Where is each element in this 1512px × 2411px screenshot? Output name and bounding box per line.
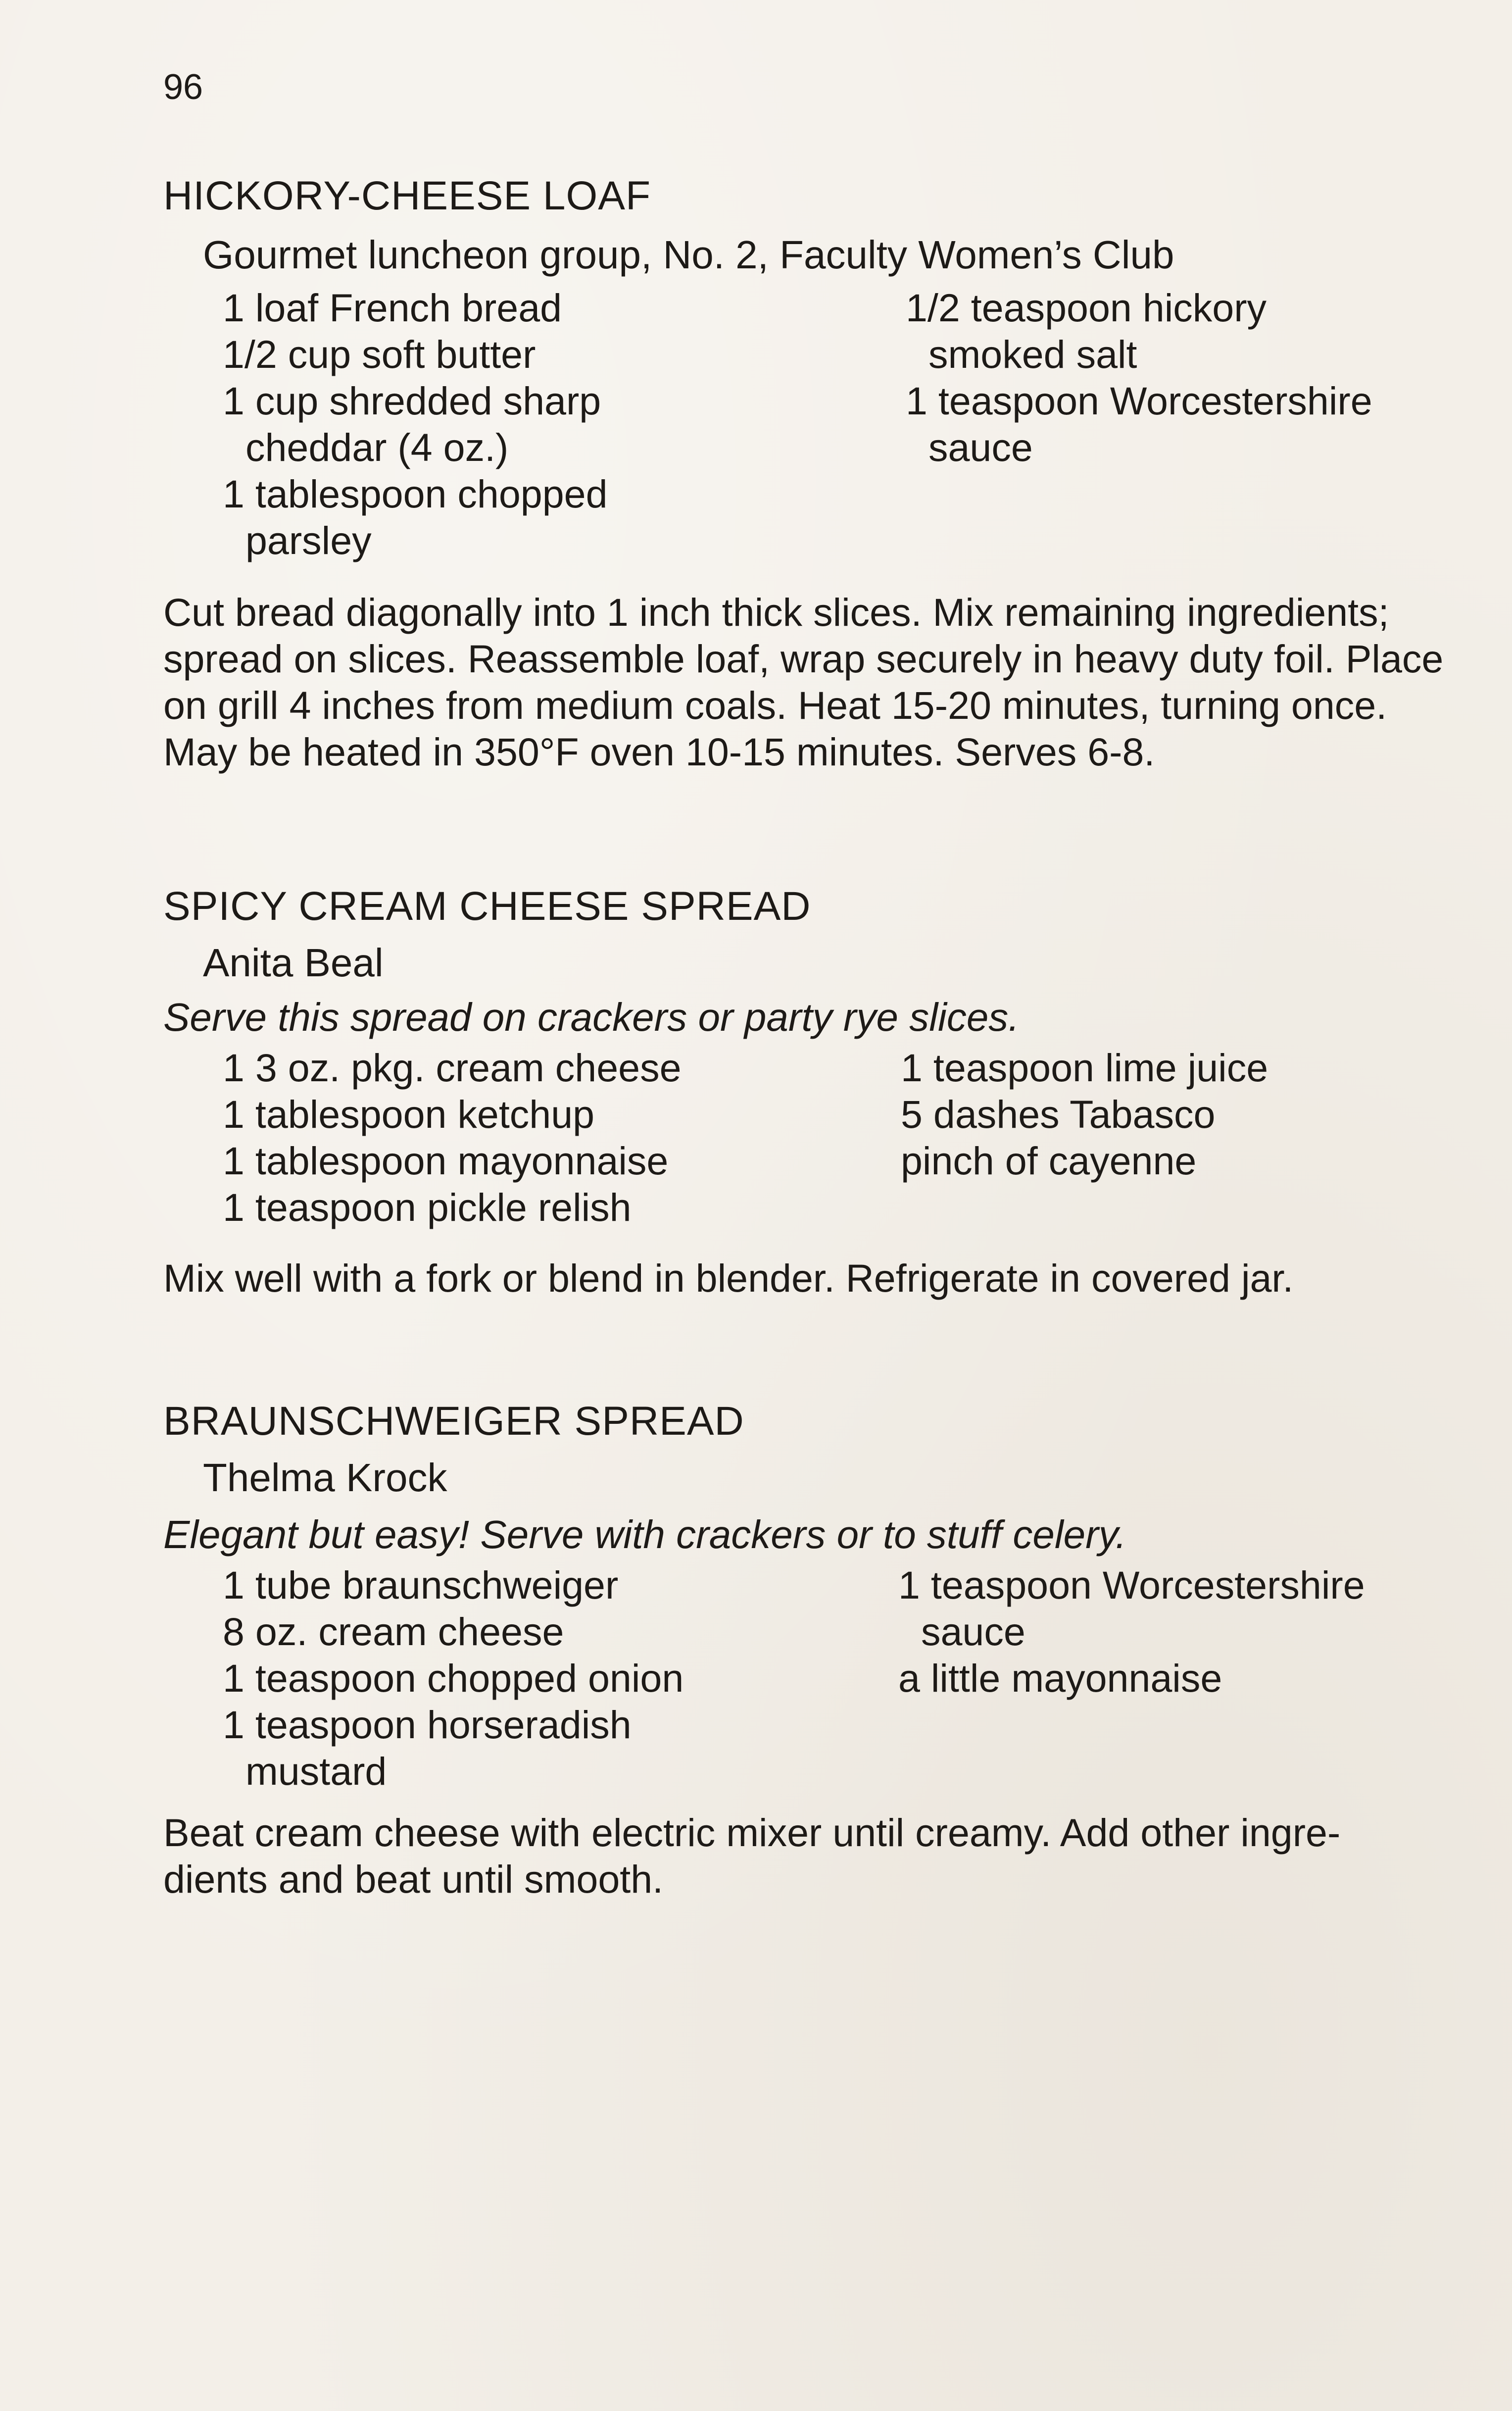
ingredient: 1 cup shredded sharp cheddar (4 oz.): [223, 379, 601, 469]
ingredient: 1 tablespoon chopped parsley: [223, 472, 608, 562]
directions-line: Beat cream cheese with electric mixer until creamy. Add other ingre-: [163, 1810, 1341, 1855]
ingredient: 1/2 cup soft butter: [223, 332, 536, 376]
ingredient: 8 oz. cream cheese: [223, 1609, 564, 1654]
ingredient: 1 loaf French bread: [223, 286, 562, 330]
recipe-title-hickory-cheese-loaf: HICKORY-CHEESE LOAF: [163, 173, 651, 218]
recipe-author: Thelma Krock: [203, 1456, 447, 1500]
directions-line: spread on slices. Reassemble loaf, wrap securely in heavy duty foil. Place: [163, 637, 1444, 681]
ingredient: 1/2 teaspoon hickory smoked salt: [906, 286, 1267, 376]
ingredients-right-column: [906, 285, 1372, 471]
ingredients-right-column: [898, 1562, 1365, 1702]
ingredient: 1 teaspoon pickle relish: [223, 1185, 632, 1229]
directions-line: Mix well with a fork or blend in blender. Refrigerate in covered jar.: [163, 1256, 1294, 1300]
ingredient: 1 tube braunschweiger: [223, 1563, 619, 1607]
recipe-author: Gourmet luncheon group, No. 2, Faculty Women’s Club: [203, 233, 1174, 277]
ingredient: 1 tablespoon mayonnaise: [223, 1139, 669, 1183]
ingredient: 1 teaspoon Worcestershire sauce: [898, 1563, 1365, 1654]
ingredients-left-column: [223, 1562, 683, 1795]
page-number: 96: [163, 67, 203, 107]
ingredient: 1 teaspoon Worcestershire sauce: [906, 379, 1372, 469]
recipe-intro: Elegant but easy! Serve with crackers or to stuff celery.: [163, 1512, 1127, 1557]
ingredient: 1 teaspoon horseradish mustard: [223, 1703, 632, 1793]
recipe-author: Anita Beal: [203, 941, 384, 985]
ingredients-left-column: [223, 285, 608, 564]
directions-line: Cut bread diagonally into 1 inch thick slices. Mix remaining ingredients;: [163, 590, 1389, 634]
ingredient: 5 dashes Tabasco: [901, 1092, 1216, 1136]
recipe-directions: [163, 1809, 1500, 1903]
ingredient: 1 teaspoon lime juice: [901, 1046, 1268, 1090]
recipe-directions: [163, 1255, 1500, 1302]
recipe-title-braunschweiger-spread: BRAUNSCHWEIGER SPREAD: [163, 1399, 744, 1444]
recipe-title-spicy-cream-cheese-spread: SPICY CREAM CHEESE SPREAD: [163, 884, 811, 929]
ingredient: a little mayonnaise: [898, 1656, 1222, 1700]
ingredient: 1 teaspoon chopped onion: [223, 1656, 684, 1700]
directions-line: on grill 4 inches from medium coals. Heat 15-20 minutes, turning once.: [163, 683, 1387, 727]
ingredients-right-column: [901, 1045, 1268, 1184]
directions-line: May be heated in 350°F oven 10-15 minutes. Serves 6-8.: [163, 730, 1155, 774]
directions-line: dients and beat until smooth.: [163, 1857, 664, 1901]
ingredient: 1 tablespoon ketchup: [223, 1092, 595, 1136]
recipe-directions: [163, 589, 1500, 775]
ingredient: 1 3 oz. pkg. cream cheese: [223, 1046, 682, 1090]
ingredient: pinch of cayenne: [901, 1139, 1197, 1183]
recipe-intro: Serve this spread on crackers or party rye slices.: [163, 995, 1020, 1039]
ingredients-left-column: [223, 1045, 682, 1231]
